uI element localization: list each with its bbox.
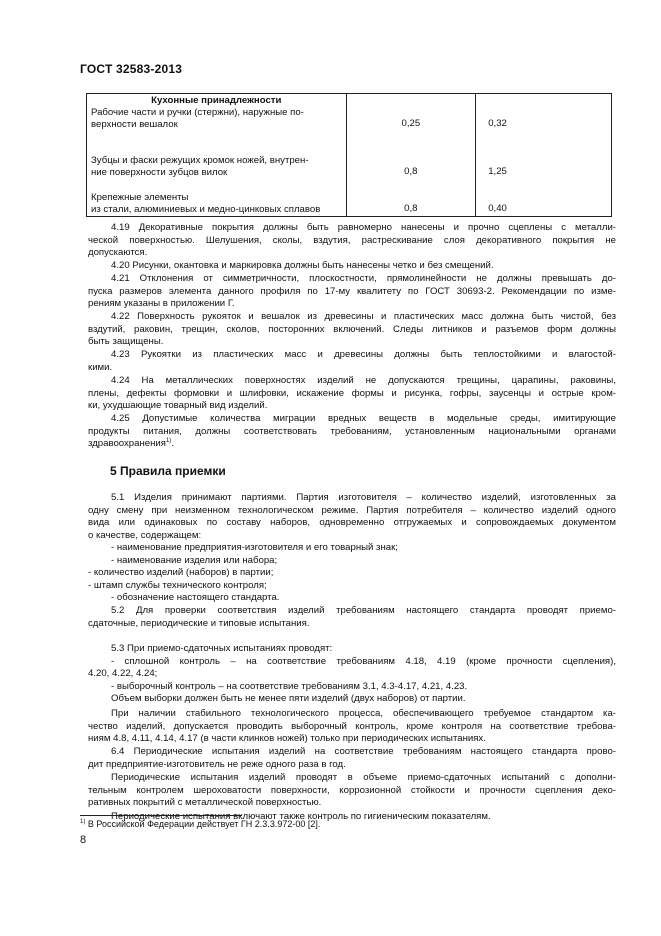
paragraph-4-22: 4.22 Поверхность рукояток и вешалок из древесины и пластических масс должна быть чистой, без вздутий, раковин, трещин, сколов, посторонних включений. Следы литников и разъемов форм должны быть защищены. [88, 311, 616, 347]
table-value: 0,8 [404, 203, 418, 214]
table-value: 1,25 [488, 166, 507, 177]
table-row [87, 94, 612, 217]
paragraph-4-20: 4.20 Рисунки, окантовка и маркировка должны быть нанесены четко и без смещений. [111, 260, 494, 271]
list-item: - наименование изделия или набора; [111, 554, 278, 566]
paragraph-4-19: 4.19 Декоративные покрытия должны быть равномерно нанесены и прочно сцеплены с металли- ческой поверхностью. Шелушения, сколы, вздутия, растрескивание слоя декоративного покрытия не допускаются. [88, 222, 616, 258]
table-value: 0,32 [488, 118, 507, 129]
table-category: Кухонные принадлежности [151, 95, 282, 106]
list-item: - обозначение настоящего стандарта. [111, 592, 280, 603]
page-number: 8 [80, 834, 87, 846]
roughness-table [86, 93, 612, 217]
paragraph-6-4-c: Периодические испытания включают также контроль по гигиеническим показателям. [111, 811, 491, 822]
table-cell-line: верхности вешалок [91, 119, 178, 130]
table-value: 0,40 [488, 203, 507, 214]
table-cell-line: Крепежные элементы [91, 192, 189, 203]
table-cell [87, 94, 347, 217]
section-title: 5 Правила приемки [110, 464, 226, 478]
table-value: 0,8 [404, 166, 418, 177]
table-cell-line: Рабочие части и ручки (стержни), наружные по- [91, 107, 304, 118]
table-cell [476, 94, 612, 217]
table-cell-line: из стали, алюминиевых и медно-цинковых сплавов [91, 204, 321, 215]
list-item: - количество изделий (наборов) в партии; [88, 567, 274, 578]
paragraph-4-24: 4.24 На металлических поверхностях изделий не допускаются трещины, царапины, раковины, плены, дефекты формовки и шлифовки, искажение формы и рисунка, гофры, заусенцы и острые кром- ки, ухудшающие товарный вид изделий. [88, 375, 616, 411]
table-cell-line: ние поверхности зубцов вилок [91, 167, 228, 178]
paragraph-4-23: 4.23 Рукоятки из пластических масс и древесины должны быть теплостойкими и влагостой- кими. [88, 349, 616, 373]
paragraph-4-25: 4.25 Допустимые количества миграции вредных веществ в модельные среды, имитирующие продукты питания, должны соответствовать требованиям, установленным национальными органами здравоохранения$^{1)}$. [88, 413, 616, 449]
paragraph-5-2: 5.2 Для проверки соответствия изделий требованиям настоящего стандарта проводят приемо- сдаточные, периодические и типовые испытания. [88, 605, 616, 629]
paragraph-4-21: 4.21 Отклонения от симметричности, плоскостности, прямолинейности не должны превышать до- пуска размеров элемента данного профиля по 17-му квалитету по ГОСТ 30693-2. Рекомендации по изме- рениям указаны в приложении Г. [88, 273, 616, 309]
list-item: - штамп службы технического контроля; [88, 579, 267, 591]
paragraph-5-1: 5.1 Изделия принимают партиями. Партия изготовителя – количество изделий, изготовленных за одну смену при неизменном технологическом режиме. Партия потребителя – количество изделий одного вида или одинаковых по составу наборов, одновременно отгружаемых и сопровождаемых документом о качестве, содержащем: - наименование предприятия-изготовителя и его товарный знак; - наименование изделия или набора; - количество изделий (наборов) в партии; - штамп службы технического контроля; - обозначение настоящего стандарта. [88, 492, 616, 603]
table-value: 0,25 [401, 118, 421, 129]
paragraph-6-4-b: Периодические испытания изделий проводят в объеме приемо-сдаточных испытаний с дополни- тельным контролем шероховатости поверхности, коррозионной стойкости и прочности сцепления деко- ративных покрытий с металлической поверхностью. [88, 772, 616, 808]
footnote-divider [80, 815, 242, 816]
footnote: $^{1)}$ В Российской Федерации действует ГН 2.3.3.972-00 [2]. [80, 819, 321, 829]
table-cell-line: Зубцы и фаски режущих кромок ножей, внутрен- [91, 155, 309, 166]
list-item: - наименование предприятия-изготовителя и его товарный знак; [111, 542, 398, 553]
paragraph-5-3: 5.3 При приемо-сдаточных испытаниях проводят: - сплошной контроль – на соответствие требованиям 4.18, 4.19 (кроме прочности сцепления), 4.20, 4.22, 4.24; - выборочный контроль – на соответствие требованиям 3.1, 4.3-4.17, 4.21, 4.23. Объем выборки должен быть не менее пяти изделий (двух наборов) от партии. [88, 643, 616, 704]
footnote-ref[interactable]: 1) [165, 438, 172, 444]
table-cell [346, 94, 476, 217]
paragraph-5-3-b: При наличии стабильного технологического процесса, обеспечивающего требуемое стандартом ка- чество изделий, допускается проводить выборочный контроль, кроме контроля на соответствие требова- ниям 4.8, 4.11, 4.14, 4.17 (в части клинков ножей) только при периодических испытаниях. [88, 708, 616, 744]
paragraph-6-4: 6.4 Периодические испытания изделий на соответствие требованиям настоящего стандарта прово- дит предприятие-изготовитель не реже одного раза в год. [88, 746, 616, 770]
document-header: ГОСТ 32583-2013 [80, 62, 183, 76]
